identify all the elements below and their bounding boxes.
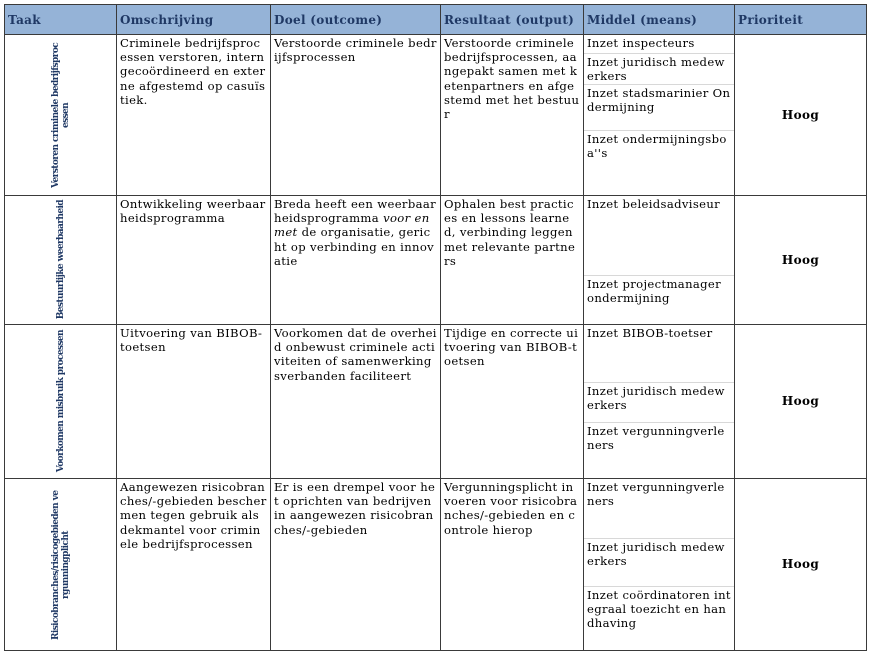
- middel-cell: [584, 479, 735, 651]
- doel-cell: Voorkomen dat de overheid onbewust criminele activiteiten of samenwerkingsverbanden faciliteert: [271, 325, 441, 479]
- header-row: [5, 5, 867, 35]
- middel-item: Inzet juridisch medewerkers: [584, 539, 734, 587]
- taak-cell: [5, 325, 117, 479]
- omschrijving-cell: Ontwikkeling weerbaarheidsprogramma: [117, 196, 271, 325]
- doel-cell: Verstoorde criminele bedrijfsprocessen: [271, 35, 441, 196]
- taak-label: Verstoren criminele bedrijfsprocessen: [50, 42, 71, 188]
- taak-label: Bestuurlijke weerbaarheid: [55, 200, 66, 320]
- resultaat-cell: Verstoorde criminele bedrijfsprocessen, aangepakt samen met ketenpartners en afgestemd met het bestuur: [441, 35, 584, 196]
- middel-item: Inzet juridisch medewerkers: [584, 54, 734, 85]
- prioriteit-cell: Hoog: [735, 479, 867, 651]
- resultaat-cell: Vergunningsplicht invoeren voor risicobranches/-gebieden en controle hierop: [441, 479, 584, 651]
- middel-item: Inzet coördinatoren integraal toezicht en handhaving: [587, 588, 731, 631]
- doel-text-b: de organisatie, gericht op verbinding en innovatie: [274, 225, 435, 268]
- table-row: [5, 196, 867, 325]
- header-taak: Taak: [5, 5, 117, 35]
- middel-item: Inzet projectmanager ondermijning: [587, 277, 722, 306]
- taak-cell: [5, 196, 117, 325]
- doel-cell: Er is een drempel voor het oprichten van bedrijven in aangewezen risicobranches/-gebieden: [271, 479, 441, 651]
- prioriteit-cell: Hoog: [735, 35, 867, 196]
- priorities-table: [4, 4, 867, 651]
- doel-text-emphasis: voor en met: [274, 211, 430, 240]
- taak-label: Voorkomen misbruik processen: [55, 330, 66, 473]
- table-row: [5, 479, 867, 651]
- middel-item: Inzet BIBOB-toetser: [584, 325, 734, 383]
- table-row: [5, 35, 867, 196]
- header-omschrijving: Omschrijving: [117, 5, 271, 35]
- prioriteit-cell: Hoog: [735, 196, 867, 325]
- middel-cell: [584, 196, 735, 325]
- middel-item: Inzet ondermijningsboa''s: [587, 132, 727, 161]
- taak-cell: [5, 479, 117, 651]
- middel-item: Inzet vergunningverleners: [584, 479, 734, 539]
- header-middel: Middel (means): [584, 5, 735, 35]
- doel-cell: [271, 196, 441, 325]
- doel-text-a: Breda heeft een weerbaarheidsprogramma: [274, 197, 437, 226]
- header-doel: Doel (outcome): [271, 5, 441, 35]
- middel-cell: [584, 325, 735, 479]
- middel-item: Inzet beleidsadviseur: [584, 196, 734, 276]
- middel-item: Inzet stadsmarinier Ondermijning: [584, 85, 734, 131]
- omschrijving-cell: Aangewezen risicobranches/-gebieden beschermen tegen gebruik als dekmantel voor criminele bedrijfsprocessen: [117, 479, 271, 651]
- prioriteit-cell: Hoog: [735, 325, 867, 479]
- middel-item: Inzet juridisch medewerkers: [584, 383, 734, 423]
- middel-item: Inzet vergunningverleners: [587, 424, 725, 453]
- header-prioriteit: Prioriteit: [735, 5, 867, 35]
- header-resultaat: Resultaat (output): [441, 5, 584, 35]
- taak-label: Risicobranches/risicogebieden vergunningplicht: [50, 489, 71, 640]
- resultaat-cell: Tijdige en correcte uitvoering van BIBOB-toetsen: [441, 325, 584, 479]
- table-row: [5, 325, 867, 479]
- middel-item: Inzet inspecteurs: [584, 35, 734, 54]
- resultaat-cell: Ophalen best practices en lessons learned, verbinding leggen met relevante partners: [441, 196, 584, 325]
- taak-cell: [5, 35, 117, 196]
- middel-cell: [584, 35, 735, 196]
- omschrijving-cell: Uitvoering van BIBOB-toetsen: [117, 325, 271, 479]
- omschrijving-cell: Criminele bedrijfsprocessen verstoren, intern gecoördineerd en externe afgestemd op casuïstiek.: [117, 35, 271, 196]
